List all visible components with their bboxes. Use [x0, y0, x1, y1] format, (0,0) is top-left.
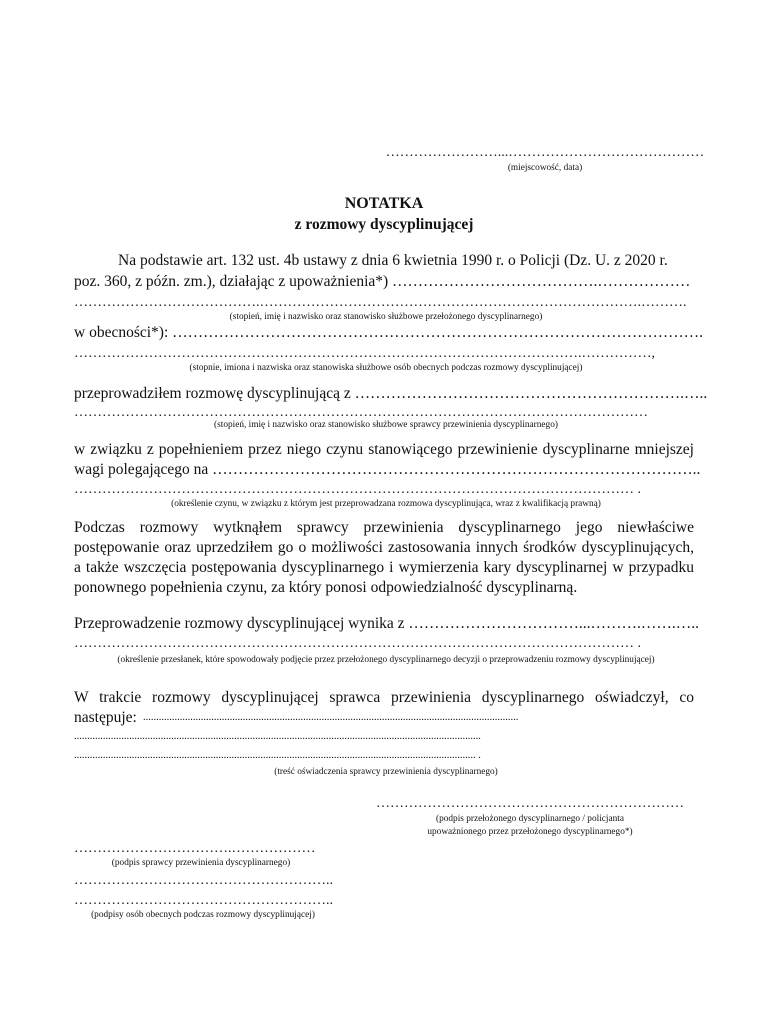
presence-line1: w obecności*): ………………………………………………………………………………………….	[74, 324, 704, 341]
offender-signature-line: …………………………….………………	[74, 841, 316, 856]
presence-caption: (stopnie, imiona i nazwiska oraz stanowiska służbowe osób obecnych podczas rozmowy dyscyplinującej)	[189, 363, 583, 373]
para1-line3: ………………………………….……………………………………………………………………….……….	[74, 295, 687, 310]
offense-line3: ………………………………………………………………………………………………………… .	[74, 482, 641, 497]
offense-line1: w związku z popełnieniem przez niego czynu stanowiącego przewinienie dyscyplinarne mniejszej	[74, 441, 694, 458]
offense-line2: wagi polegającego na …………………………………………………………………………………..	[74, 461, 701, 478]
document-subtitle: z rozmowy dyscyplinującej	[294, 216, 474, 233]
offender-signature-caption: (podpis sprawcy przewinienia dyscyplinarnego)	[111, 858, 291, 868]
warning-line2: postępowanie oraz uprzedziłem go o możliwości zastosowania innych środków dyscyplinujących,	[74, 539, 694, 556]
warning-line4: ponownego popełnienia czynu, za który ponosi odpowiedzialność dyscyplinarną.	[74, 579, 578, 596]
witness-signature-line-2: ………………………………………………..	[74, 893, 333, 908]
conducted-line2: ……………………………………………………………………………………………………………	[74, 405, 648, 420]
reason-line1: Przeprowadzenie rozmowy dyscyplinującej wynika z ……………………………...……….…….…..	[74, 615, 700, 632]
statement-line2-dots: ...............................................................................................................................................	[143, 712, 519, 723]
witness-signature-caption: (podpisy osób obecnych podczas rozmowy dyscyplinującej)	[91, 910, 315, 920]
para1-line1: Na podstawie art. 132 ust. 4b ustawy z dnia 6 kwietnia 1990 r. o Policji (Dz. U. z 2020 r.	[118, 252, 668, 269]
supervisor-signature-caption2: upoważnionego przez przełożonego dyscyplinarnego*)	[427, 827, 633, 837]
offense-caption: (określenie czynu, w związku z którym jest przeprowadzana rozmowa dyscyplinująca, wraz z kwalifikacją prawną)	[171, 499, 601, 509]
reason-caption: (określenie przesłanek, które spowodowały podjęcie przez przełożonego dyscyplinarnego decyzji o przeprowadzeniu rozmowy dyscyplinującej)	[117, 655, 655, 665]
para1-line2: poz. 360, z późn. zm.), działając z upoważnienia*) ………………………………….………………	[74, 273, 691, 290]
supervisor-signature-caption1: (podpis przełożonego dyscyplinarnego / policjanta	[436, 814, 624, 824]
statement-caption: (treść oświadczenia sprawcy przewinienia dyscyplinarnego)	[274, 767, 498, 777]
place-date-dots: ……………………...……………………………………	[385, 145, 705, 160]
offender-caption: (stopień, imię i nazwisko oraz stanowisko służbowe sprawcy przewinienia dyscyplinarnego)	[214, 420, 558, 430]
document-title: NOTATKA	[344, 195, 424, 212]
reason-line2: ………………………………………………………………………………………………………… .	[74, 636, 641, 651]
warning-line1: Podczas rozmowy wytknąłem sprawcy przewinienia dyscyplinarnego jego niewłaściwe	[74, 519, 694, 536]
statement-line1: W trakcie rozmowy dyscyplinującej sprawca przewinienia dyscyplinarnego oświadczył, co	[74, 689, 694, 706]
warning-line3: a także wszczęcia postępowania dyscyplinarnego i wymierzenia kary dyscyplinarnej w przypadku	[74, 559, 694, 576]
statement-line4: ......................................................................................................................................................... .	[74, 750, 481, 761]
statement-line2-label: następuje:	[74, 709, 137, 726]
conducted-line1: przeprowadziłem rozmowę dyscyplinującą z ……………………………………………………….…..	[74, 385, 708, 402]
statement-line3: ...........................................................................................................................................................	[74, 731, 481, 742]
place-date-caption: (miejscowość, data)	[507, 163, 583, 173]
supervisor-signature-line: …………………………………………………………	[376, 796, 684, 811]
supervisor-caption: (stopień, imię i nazwisko oraz stanowisko służbowe przełożonego dyscyplinarnego)	[229, 312, 543, 322]
witness-signature-line-1: ………………………………………………..	[74, 873, 333, 888]
presence-line2: ……………………………………………………………………………………………….……………,	[74, 346, 655, 361]
